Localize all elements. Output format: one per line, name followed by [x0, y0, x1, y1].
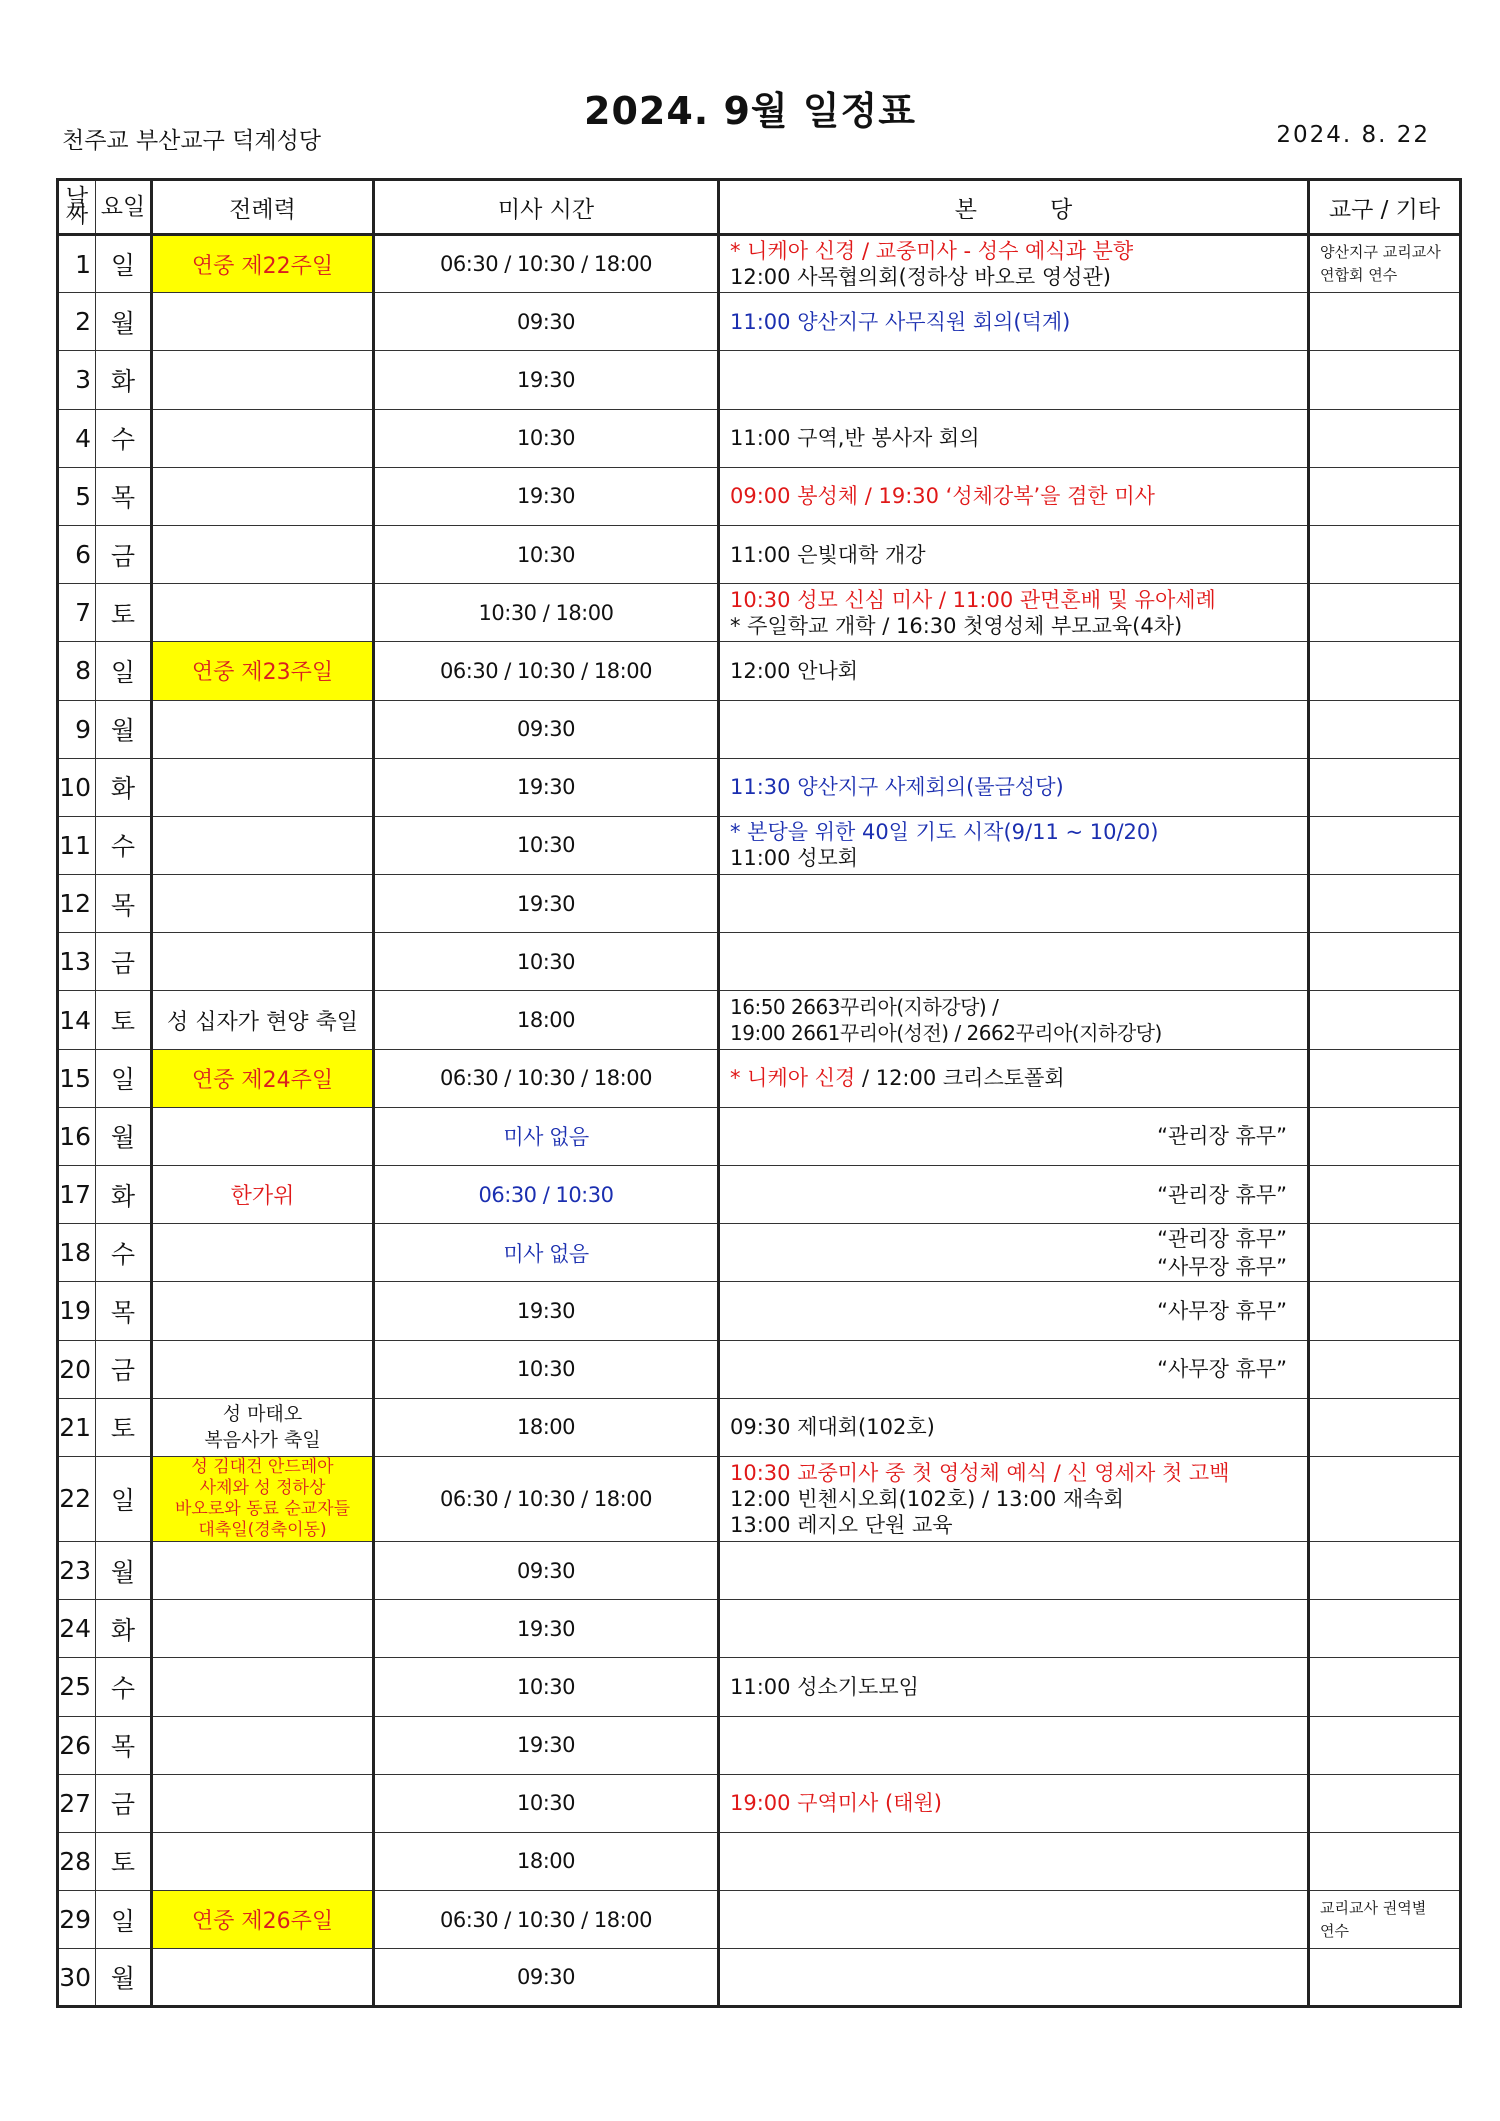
- mass-time-cell: 19:30: [374, 351, 719, 409]
- weekday-cell: 수: [96, 1224, 152, 1282]
- liturgy-cell: 한가위: [152, 1166, 374, 1224]
- mass-time-cell: 18:00: [374, 1398, 719, 1456]
- header-dow-label: 요일: [100, 193, 146, 220]
- date-cell: 17: [58, 1166, 96, 1224]
- event-line: * 본당을 위한 40일 기도 시작(9/11 ~ 10/20): [730, 820, 1159, 845]
- diocese-other-cell: [1309, 235, 1461, 293]
- diocese-other-cell: [1309, 1282, 1461, 1340]
- weekday-cell: 화: [96, 1600, 152, 1658]
- diocese-other-cell: [1309, 1716, 1461, 1774]
- liturgy-cell: [152, 1832, 374, 1890]
- table-row: [58, 351, 1461, 409]
- diocese-other-cell: [1309, 525, 1461, 583]
- event-line: 10:30 성모 신심 미사 / 11:00 관면혼배 및 유아세례: [730, 587, 1216, 612]
- date-cell: 27: [58, 1774, 96, 1832]
- event-line: * 주일학교 개학 / 16:30 첫영성체 부모교육(4차): [730, 613, 1183, 638]
- liturgy-cell: [152, 1224, 374, 1282]
- diocese-other-cell: [1309, 875, 1461, 933]
- event-line: “관리장 휴무”: [1157, 1226, 1287, 1251]
- parish-events-cell: [719, 1282, 1309, 1340]
- table-row: [58, 1282, 1461, 1340]
- event-text: / 12:00 크리스토폴회: [855, 1066, 1065, 1091]
- header-dow: [96, 180, 152, 235]
- mass-time-cell: 10:30: [374, 409, 719, 467]
- table-row: [58, 1949, 1461, 2007]
- parish-events-cell: [719, 1949, 1309, 2007]
- liturgy-line: 대축일(경축이동): [198, 1519, 327, 1540]
- mass-time-cell: 10:30: [374, 1774, 719, 1832]
- date-cell: 18: [58, 1224, 96, 1282]
- liturgy-cell: [152, 758, 374, 816]
- parish-events-cell: [719, 758, 1309, 816]
- page-title: 2024. 9월 일정표: [584, 89, 916, 133]
- diocese-other-cell: [1309, 1541, 1461, 1599]
- diocese-other-cell: [1309, 1224, 1461, 1282]
- liturgy-line: 바오로와 동료 순교자들: [174, 1498, 351, 1519]
- parish-events-cell: [719, 1049, 1309, 1107]
- event-line: “관리장 휴무”: [1157, 1124, 1287, 1149]
- mass-time-cell: 10:30: [374, 816, 719, 874]
- other-line: 양산지구 교리교사: [1320, 243, 1441, 262]
- liturgy-cell: [152, 1949, 374, 2007]
- parish-events-cell: [719, 584, 1309, 642]
- table-row: [58, 1398, 1461, 1456]
- parish-events-cell: [719, 525, 1309, 583]
- weekday-cell: 화: [96, 758, 152, 816]
- date-cell: 7: [58, 584, 96, 642]
- date-cell: 20: [58, 1340, 96, 1398]
- weekday-cell: 금: [96, 1774, 152, 1832]
- event-line: 13:00 레지오 단원 교육: [730, 1512, 953, 1537]
- table-row: [58, 875, 1461, 933]
- parish-events-cell: [719, 1774, 1309, 1832]
- liturgy-cell: [152, 409, 374, 467]
- diocese-other-cell: [1309, 1166, 1461, 1224]
- mass-time-cell: 19:30: [374, 875, 719, 933]
- event-line: 12:00 안나회: [730, 658, 859, 683]
- date-cell: 16: [58, 1107, 96, 1165]
- table-row: [58, 1107, 1461, 1165]
- date-cell: 25: [58, 1658, 96, 1716]
- mass-time-cell: 06:30 / 10:30 / 18:00: [374, 1456, 719, 1541]
- event-line: 16:50 2663꾸리아(지하강당) /: [730, 995, 999, 1020]
- weekday-cell: 수: [96, 409, 152, 467]
- weekday-cell: 월: [96, 700, 152, 758]
- diocese-other-cell: [1309, 1600, 1461, 1658]
- mass-time-cell: 10:30: [374, 933, 719, 991]
- table-row: [58, 816, 1461, 874]
- weekday-cell: 목: [96, 1716, 152, 1774]
- date-cell: 11: [58, 816, 96, 874]
- mass-time-cell: 18:00: [374, 1832, 719, 1890]
- schedule-table: [56, 178, 1462, 2008]
- diocese-other-cell: [1309, 991, 1461, 1049]
- table-row: [58, 584, 1461, 642]
- event-line: 11:00 양산지구 사무직원 회의(덕계): [730, 309, 1071, 334]
- mass-time-cell: 06:30 / 10:30: [374, 1166, 719, 1224]
- event-text: * 니케아 신경: [730, 1066, 856, 1091]
- parish-events-cell: [719, 933, 1309, 991]
- table-row: [58, 1891, 1461, 1949]
- weekday-cell: 토: [96, 1398, 152, 1456]
- weekday-cell: 토: [96, 1832, 152, 1890]
- parish-events-cell: [719, 875, 1309, 933]
- table-row: [58, 700, 1461, 758]
- diocese-other-cell: [1309, 933, 1461, 991]
- table-row: [58, 1832, 1461, 1890]
- liturgy-cell: [152, 1774, 374, 1832]
- mass-time-cell: 19:30: [374, 758, 719, 816]
- table-row: [58, 758, 1461, 816]
- parish-events-cell: [719, 1166, 1309, 1224]
- header-date-label: 날짜: [65, 185, 89, 228]
- diocese-other-cell: [1309, 1398, 1461, 1456]
- table-row: [58, 1774, 1461, 1832]
- parish-events-cell: [719, 351, 1309, 409]
- table-row: [58, 991, 1461, 1049]
- weekday-cell: 화: [96, 1166, 152, 1224]
- liturgy-cell: [152, 1398, 374, 1456]
- liturgy-cell: [152, 525, 374, 583]
- mass-time-cell: 10:30: [374, 1658, 719, 1716]
- liturgy-line: 사제와 성 정하상: [199, 1477, 326, 1498]
- table-header-row: [58, 180, 1461, 235]
- parish-events-cell: [719, 816, 1309, 874]
- liturgy-cell: [152, 1716, 374, 1774]
- liturgy-cell: [152, 293, 374, 351]
- event-line: 11:00 성소기도모임: [730, 1674, 919, 1699]
- header-date: [58, 180, 96, 235]
- table-row: [58, 1600, 1461, 1658]
- date-cell: 10: [58, 758, 96, 816]
- date-cell: 26: [58, 1716, 96, 1774]
- table-row: [58, 235, 1461, 293]
- liturgy-line: 성 마태오: [222, 1403, 303, 1426]
- event-line: 11:00 은빛대학 개강: [730, 542, 926, 567]
- event-line: 12:00 사목협의회(정하상 바오로 영성관): [730, 265, 1111, 290]
- parish-events-cell: [719, 1541, 1309, 1599]
- weekday-cell: 목: [96, 875, 152, 933]
- header-mass: 미사 시간: [374, 180, 719, 235]
- weekday-cell: 목: [96, 1282, 152, 1340]
- event-line: [730, 1065, 1287, 1091]
- diocese-other-cell: [1309, 1340, 1461, 1398]
- mass-time-cell: 10:30: [374, 1340, 719, 1398]
- weekday-cell: 토: [96, 584, 152, 642]
- date-cell: 28: [58, 1832, 96, 1890]
- parish-events-cell: [719, 293, 1309, 351]
- mass-time-cell: 06:30 / 10:30 / 18:00: [374, 1891, 719, 1949]
- table-row: [58, 1166, 1461, 1224]
- weekday-cell: 일: [96, 1891, 152, 1949]
- table-row: [58, 1716, 1461, 1774]
- diocese-other-cell: [1309, 1456, 1461, 1541]
- liturgy-line: 복음사가 축일: [204, 1429, 321, 1452]
- table-row: [58, 642, 1461, 700]
- liturgy-cell: [152, 875, 374, 933]
- liturgy-cell: [152, 1658, 374, 1716]
- table-row: [58, 1658, 1461, 1716]
- date-cell: 24: [58, 1600, 96, 1658]
- event-line: 11:30 양산지구 사제회의(물금성당): [730, 775, 1064, 800]
- diocese-other-cell: [1309, 409, 1461, 467]
- mass-time-cell: 06:30 / 10:30 / 18:00: [374, 1049, 719, 1107]
- date-cell: 5: [58, 467, 96, 525]
- mass-time-cell: 09:30: [374, 1541, 719, 1599]
- weekday-cell: 일: [96, 642, 152, 700]
- parish-events-cell: [719, 642, 1309, 700]
- weekday-cell: 금: [96, 525, 152, 583]
- parish-events-cell: [719, 1224, 1309, 1282]
- parish-events-cell: [719, 1340, 1309, 1398]
- weekday-cell: 금: [96, 933, 152, 991]
- liturgy-cell: [152, 700, 374, 758]
- weekday-cell: 월: [96, 1541, 152, 1599]
- table-row: [58, 1456, 1461, 1541]
- date-cell: 2: [58, 293, 96, 351]
- parish-events-cell: [719, 1891, 1309, 1949]
- liturgy-cell: [152, 467, 374, 525]
- liturgy-cell: [152, 1600, 374, 1658]
- liturgy-line: 성 김대건 안드레아: [191, 1456, 334, 1477]
- mass-time-cell: 18:00: [374, 991, 719, 1049]
- mass-time-cell: 19:30: [374, 467, 719, 525]
- parish-events-cell: [719, 1600, 1309, 1658]
- date-cell: 21: [58, 1398, 96, 1456]
- parish-events-cell: [719, 1456, 1309, 1541]
- event-line: “사무장 휴무”: [1157, 1298, 1287, 1323]
- liturgy-cell: 연중 제22주일: [152, 235, 374, 293]
- liturgy-cell: [152, 1456, 374, 1541]
- date-cell: 12: [58, 875, 96, 933]
- liturgy-cell: 연중 제23주일: [152, 642, 374, 700]
- table-row: [58, 1541, 1461, 1599]
- parish-events-cell: [719, 1107, 1309, 1165]
- other-line: 연수: [1320, 1921, 1349, 1940]
- diocese-other-cell: [1309, 1891, 1461, 1949]
- date-cell: 14: [58, 991, 96, 1049]
- table-row: [58, 525, 1461, 583]
- date-cell: 4: [58, 409, 96, 467]
- liturgy-cell: [152, 584, 374, 642]
- event-line: 10:30 교중미사 중 첫 영성체 예식 / 신 영세자 첫 고백: [730, 1460, 1230, 1485]
- header-main: 본 당: [719, 180, 1309, 235]
- diocese-other-cell: [1309, 1949, 1461, 2007]
- parish-events-cell: [719, 700, 1309, 758]
- liturgy-cell: [152, 1541, 374, 1599]
- table-row: [58, 293, 1461, 351]
- weekday-cell: 화: [96, 351, 152, 409]
- event-line: 09:30 제대회(102호): [730, 1415, 935, 1440]
- header-other: 교구 / 기타: [1309, 180, 1461, 235]
- liturgy-cell: 성 십자가 현양 축일: [152, 991, 374, 1049]
- event-line: * 니케아 신경 / 교중미사 - 성수 예식과 분향: [730, 239, 1134, 264]
- diocese-other-cell: [1309, 1107, 1461, 1165]
- date-cell: 9: [58, 700, 96, 758]
- weekday-cell: 일: [96, 235, 152, 293]
- diocese-other-cell: [1309, 758, 1461, 816]
- event-line: “사무장 휴무”: [1157, 1254, 1287, 1279]
- diocese-other-cell: [1309, 1658, 1461, 1716]
- mass-time-cell: 19:30: [374, 1716, 719, 1774]
- parish-events-cell: [719, 991, 1309, 1049]
- date-cell: 15: [58, 1049, 96, 1107]
- diocese-other-cell: [1309, 1832, 1461, 1890]
- weekday-cell: 수: [96, 1658, 152, 1716]
- date-cell: 19: [58, 1282, 96, 1340]
- weekday-cell: 월: [96, 1949, 152, 2007]
- parish-events-cell: [719, 235, 1309, 293]
- table-row: [58, 933, 1461, 991]
- mass-time-cell: 09:30: [374, 700, 719, 758]
- table-row: [58, 409, 1461, 467]
- parish-events-cell: [719, 467, 1309, 525]
- event-line: “관리장 휴무”: [1157, 1182, 1287, 1207]
- liturgy-cell: [152, 351, 374, 409]
- diocese-other-cell: [1309, 293, 1461, 351]
- mass-time-cell: 09:30: [374, 293, 719, 351]
- parish-events-cell: [719, 1716, 1309, 1774]
- table-row: [58, 1224, 1461, 1282]
- table-row: [58, 1340, 1461, 1398]
- event-line: 09:00 봉성체 / 19:30 ‘성체강복’을 겸한 미사: [730, 484, 1155, 509]
- date-cell: 1: [58, 235, 96, 293]
- mass-time-cell: 미사 없음: [374, 1107, 719, 1165]
- mass-time-cell: 19:30: [374, 1600, 719, 1658]
- liturgy-cell: [152, 1340, 374, 1398]
- mass-time-cell: 10:30: [374, 525, 719, 583]
- liturgy-cell: 연중 제26주일: [152, 1891, 374, 1949]
- date-cell: 23: [58, 1541, 96, 1599]
- issue-date: 2024. 8. 22: [1276, 122, 1430, 148]
- date-cell: 29: [58, 1891, 96, 1949]
- weekday-cell: 일: [96, 1456, 152, 1541]
- other-line: 교리교사 권역별: [1320, 1898, 1427, 1917]
- table-row: [58, 467, 1461, 525]
- other-line: 연합회 연수: [1320, 266, 1398, 285]
- diocese-other-cell: [1309, 700, 1461, 758]
- event-line: 12:00 빈첸시오회(102호) / 13:00 재속회: [730, 1486, 1124, 1511]
- mass-time-cell: 09:30: [374, 1949, 719, 2007]
- mass-time-cell: 06:30 / 10:30 / 18:00: [374, 642, 719, 700]
- diocese-other-cell: [1309, 467, 1461, 525]
- event-line: 11:00 구역,반 봉사자 회의: [730, 426, 980, 451]
- date-cell: 13: [58, 933, 96, 991]
- weekday-cell: 금: [96, 1340, 152, 1398]
- weekday-cell: 수: [96, 816, 152, 874]
- mass-time-cell: 미사 없음: [374, 1224, 719, 1282]
- liturgy-cell: [152, 1107, 374, 1165]
- weekday-cell: 목: [96, 467, 152, 525]
- parish-events-cell: [719, 1658, 1309, 1716]
- date-cell: 30: [58, 1949, 96, 2007]
- parish-events-cell: [719, 1832, 1309, 1890]
- parish-events-cell: [719, 409, 1309, 467]
- mass-time-cell: 10:30 / 18:00: [374, 584, 719, 642]
- diocese-other-cell: [1309, 1774, 1461, 1832]
- date-cell: 8: [58, 642, 96, 700]
- liturgy-cell: [152, 933, 374, 991]
- weekday-cell: 월: [96, 293, 152, 351]
- weekday-cell: 월: [96, 1107, 152, 1165]
- diocese-other-cell: [1309, 584, 1461, 642]
- event-line: 19:00 구역미사 (태원): [730, 1791, 942, 1816]
- liturgy-cell: 연중 제24주일: [152, 1049, 374, 1107]
- event-line: 11:00 성모회: [730, 846, 859, 871]
- diocese-other-cell: [1309, 351, 1461, 409]
- date-cell: 22: [58, 1456, 96, 1541]
- weekday-cell: 토: [96, 991, 152, 1049]
- date-cell: 3: [58, 351, 96, 409]
- mass-time-cell: 19:30: [374, 1282, 719, 1340]
- event-line: “사무장 휴무”: [1157, 1357, 1287, 1382]
- liturgy-cell: [152, 816, 374, 874]
- table-row: [58, 1049, 1461, 1107]
- mass-time-cell: 06:30 / 10:30 / 18:00: [374, 235, 719, 293]
- parish-events-cell: [719, 1398, 1309, 1456]
- organization-name: 천주교 부산교구 덕계성당: [62, 128, 322, 154]
- liturgy-cell: [152, 1282, 374, 1340]
- diocese-other-cell: [1309, 1049, 1461, 1107]
- date-cell: 6: [58, 525, 96, 583]
- header-liturgy: 전례력: [152, 180, 374, 235]
- event-line: 19:00 2661꾸리아(성전) / 2662꾸리아(지하강당): [730, 1021, 1162, 1046]
- diocese-other-cell: [1309, 816, 1461, 874]
- diocese-other-cell: [1309, 642, 1461, 700]
- weekday-cell: 일: [96, 1049, 152, 1107]
